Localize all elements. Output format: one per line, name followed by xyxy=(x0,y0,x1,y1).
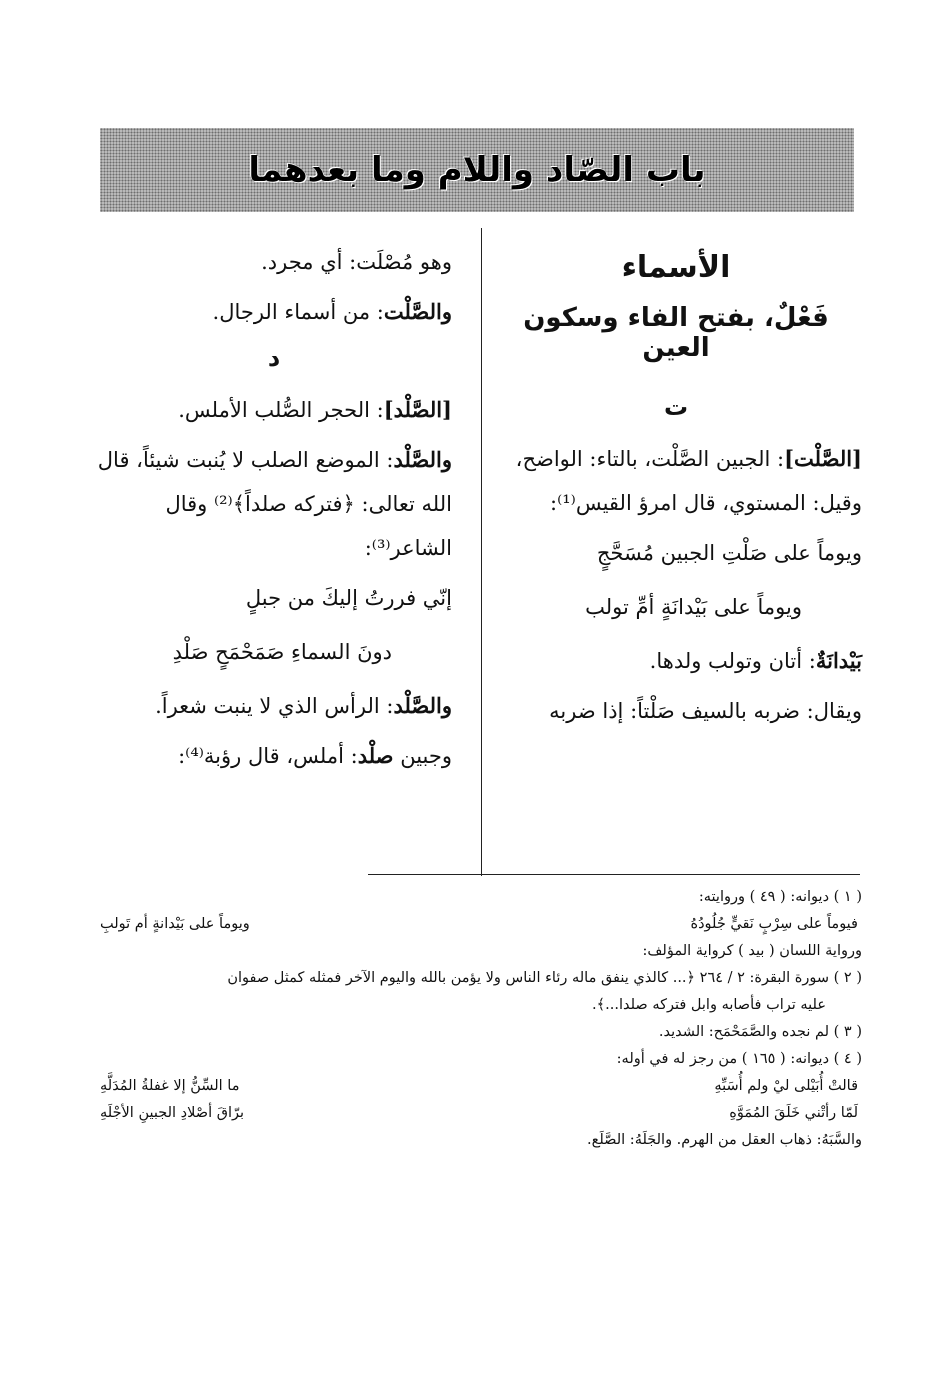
footnote-4-verse-1-left: ما السِّنُّ إلا غفلةُ المُدَلَّهِ xyxy=(100,1078,240,1094)
entry-term: والصَّلْت xyxy=(383,299,452,324)
entry-sald-place xyxy=(96,438,452,570)
section-heading: الأسماء xyxy=(621,250,731,285)
entry-prefix: وجبين xyxy=(400,744,452,768)
footnote-separator xyxy=(368,874,860,875)
footnote-3: ( ٣ ) لم نجده والصَّمَحْمَح: الشديد. xyxy=(658,1024,862,1040)
footnote-2-continued: عليه تراب فأصابه وابل فتركه صلدا...﴾. xyxy=(592,997,826,1013)
letter-heading-ta: ت xyxy=(663,393,689,421)
entry-sald-head xyxy=(96,684,452,728)
chapter-title: باب الصّاد واللام وما بعدهما xyxy=(248,150,706,190)
footnote-4-verse-2-right: لَمّا رأتْني خَلَقَ المُمَوَّهِ xyxy=(729,1105,858,1121)
entry-term: والصَّلْد xyxy=(393,447,452,472)
poem-verse-2: دونَ السماءِ صَمَحْمَحٍ صَلْدِ xyxy=(172,640,392,664)
entry-definition: : الرأس الذي لا ينبت شعراً. xyxy=(155,694,394,718)
verse-line-2: ويوماً على بَيْدانَةٍ أمِّ تولب xyxy=(585,595,802,619)
column-divider xyxy=(481,228,482,876)
continuation-line: ويقال: ضربه بالسيف صَلْتاً: إذا ضربه xyxy=(549,699,862,723)
footnote-1: ( ١ ) ديوانه: ( ٤٩ ) وروايته: xyxy=(698,889,862,905)
entry-term: والصَّلْد xyxy=(393,693,452,718)
entry-definition: : الجبين الصَّلْت، بالتاء: الواضح، وقيل: المستوي، قال امرؤ القيس⁽¹⁾: xyxy=(515,447,862,515)
footnote-1-verse-left: ويوماً على بَيْدانةٍ أم تَولبِ xyxy=(100,916,250,932)
entry-term: [الصَّلْد] xyxy=(383,397,452,422)
gloss-baydana xyxy=(490,639,862,683)
left-column xyxy=(96,240,452,784)
letter-heading-dal: د xyxy=(267,344,281,372)
footnote-1-verse-right: فيوماً على سِرْبٍ نَقيٍّ جُلُودُهُ xyxy=(690,916,858,932)
footnote-4-verse-2-left: برّاقَ أصْلادِ الجبينِ الأجْلَهِ xyxy=(100,1105,245,1121)
entry-salt-names xyxy=(96,290,452,334)
footnote-4-verse-1 xyxy=(100,1073,862,1100)
footnote-4-note: والسَّبَهُ: ذهاب العقل من الهرم. والجَلَهُ: الصَّلَع. xyxy=(587,1132,862,1148)
pattern-subheading: فَعْلٌ، بفتح الفاء وسكون العين xyxy=(523,303,829,363)
gloss-definition: : أتان وتولب ولدها. xyxy=(649,649,816,673)
entry-definition: : أملس، قال رؤبة⁽⁴⁾: xyxy=(178,744,358,768)
entry-term: صلْد xyxy=(357,743,394,768)
gloss-term: بَيْدانَةٌ xyxy=(815,648,862,673)
verse-line-1: ويوماً على صَلْتِ الجبين مُسَحَّجٍ xyxy=(596,541,862,565)
entry-term: [الصَّلْت] xyxy=(784,446,862,471)
footnote-4: ( ٤ ) ديوانه: ( ١٦٥ ) من رجز له في أوله: xyxy=(616,1051,862,1067)
footnote-1-verse xyxy=(100,911,862,938)
mujarrad-line: وهو مُصْلَت: أي مجرد. xyxy=(261,250,452,274)
footnote-4-verse-1-right: قالتْ أُبَيْلى ليْ ولم أُسَبِّهِ xyxy=(714,1078,858,1094)
entry-salt xyxy=(490,437,862,525)
entry-definition: : الموضع الصلب لا يُنبت شيئاً، قال الله تعالى: ﴿فتركه صلداً﴾⁽²⁾ وقال الشاعر⁽³⁾: xyxy=(97,448,452,560)
entry-sald-forehead xyxy=(96,734,452,778)
entry-sald xyxy=(96,388,452,432)
footnote-2: ( ٢ ) سورة البقرة: ٢ / ٢٦٤ ﴿... كالذي ينفق ماله رئاء الناس ولا يؤمن بالله واليوم الآخر فمثله كمثل صفوان xyxy=(227,970,862,986)
poem-verse-1: إنّي فررتُ إليكَ من جبلٍ xyxy=(245,586,452,610)
right-column xyxy=(490,250,862,739)
chapter-banner xyxy=(100,128,854,212)
entry-definition: : الحجر الصُّلب الأملس. xyxy=(178,398,384,422)
footnote-4-verse-2 xyxy=(100,1100,862,1127)
footnotes xyxy=(100,884,862,1154)
footnote-1-note: ورواية اللسان ( بيد ) كرواية المؤلف: xyxy=(642,943,862,959)
entry-definition: : من أسماء الرجال. xyxy=(212,300,384,324)
